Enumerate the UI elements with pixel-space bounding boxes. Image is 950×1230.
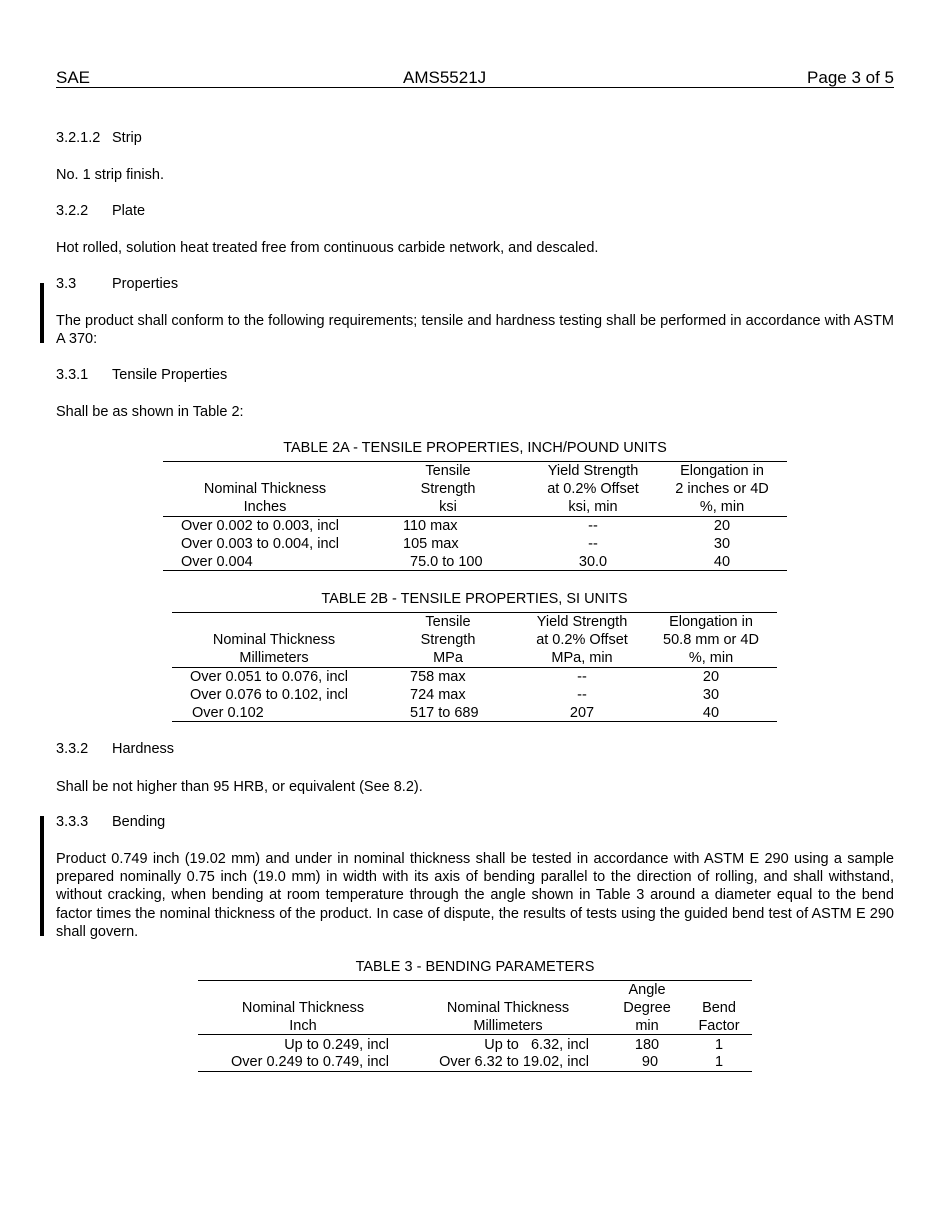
column-header: at 0.2% Offset [547, 481, 639, 497]
column-header: 2 inches or 4D [675, 481, 769, 497]
table-title: TABLE 2B - TENSILE PROPERTIES, SI UNITS [321, 591, 628, 607]
column-header: Yield Strength [547, 463, 639, 479]
column-header: Millimeters [239, 650, 309, 666]
table-rule-bottom [198, 1071, 752, 1072]
table-cell: 517 to 689 [410, 705, 479, 721]
table-cell: 1 [714, 1037, 724, 1053]
para-hardness: Shall be not higher than 95 HRB, or equivalent (See 8.2). [56, 779, 423, 795]
para-strip: No. 1 strip finish. [56, 167, 164, 183]
column-header: Elongation in [669, 614, 753, 630]
table-cell: Over 6.32 to 19.02, incl [439, 1054, 589, 1070]
column-header: Bend [702, 1000, 736, 1016]
column-header: Angle [628, 982, 666, 998]
table-rule-bottom [163, 570, 787, 571]
column-header: Strength [420, 481, 476, 497]
header-page-number: Page 3 of 5 [807, 68, 894, 87]
column-header: ksi [439, 499, 457, 515]
table-cell: -- [577, 687, 587, 703]
table-title: TABLE 3 - BENDING PARAMETERS [355, 959, 595, 975]
heading-3-3-1: 3.3.1 Tensile Properties [56, 367, 228, 383]
column-header: Millimeters [473, 1018, 543, 1034]
table-cell: 40 [713, 554, 731, 570]
table-cell: Over 0.102 [192, 705, 264, 721]
table-cell: 180 [634, 1037, 660, 1053]
heading-3-3-2: 3.3.2 Hardness [56, 741, 175, 757]
table-rule-bottom [172, 721, 777, 722]
table-rule-header [198, 1034, 752, 1035]
table-cell: 758 max [410, 669, 466, 685]
table-cell: 40 [702, 705, 720, 721]
table-cell: Over 0.003 to 0.004, incl [181, 536, 339, 552]
table-cell: 30.0 [578, 554, 608, 570]
column-header: 50.8 mm or 4D [663, 632, 759, 648]
change-bar [40, 816, 44, 936]
table-cell: 110 max [403, 518, 458, 534]
column-header: Yield Strength [536, 614, 628, 630]
column-header: Inches [243, 499, 287, 515]
column-header: MPa [433, 650, 463, 666]
table-cell: 30 [702, 687, 720, 703]
column-header: Nominal Thickness [212, 632, 336, 648]
column-header: Tensile [425, 463, 471, 479]
column-header: MPa, min [551, 650, 613, 666]
column-header: Factor [698, 1018, 740, 1034]
column-header: Nominal Thickness [241, 1000, 365, 1016]
table-cell: -- [577, 669, 587, 685]
table-cell: Up to 6.32, incl [484, 1037, 589, 1053]
heading-3-2-1-2: 3.2.1.2 Strip [56, 130, 142, 146]
table-cell: 207 [569, 705, 595, 721]
column-header: %, min [699, 499, 745, 515]
para-tensile: Shall be as shown in Table 2: [56, 404, 244, 420]
column-header: Nominal Thickness [203, 481, 327, 497]
table-cell: 30 [713, 536, 731, 552]
heading-3-3-3: 3.3.3 Bending [56, 814, 166, 830]
para-properties: The product shall conform to the following requirements; tensile and hardness testing shall be performed in accordance with ASTM A 370: [56, 313, 894, 348]
table-cell: 20 [702, 669, 720, 685]
table-cell: Over 0.004 [181, 554, 253, 570]
table-cell: -- [588, 518, 598, 534]
table-cell: Over 0.249 to 0.749, incl [231, 1054, 389, 1070]
column-header: min [635, 1018, 659, 1034]
column-header: Strength [420, 632, 476, 648]
header-rule [56, 87, 894, 88]
column-header: Elongation in [680, 463, 764, 479]
heading-3-2-2: 3.2.2 Plate [56, 203, 146, 219]
para-plate: Hot rolled, solution heat treated free from continuous carbide network, and descaled. [56, 240, 599, 256]
table-cell: 75.0 to 100 [410, 554, 483, 570]
table-cell: Over 0.051 to 0.076, incl [190, 669, 348, 685]
column-header: %, min [688, 650, 734, 666]
header-left: SAE [56, 68, 91, 87]
table-cell: Up to 0.249, incl [284, 1037, 389, 1053]
column-header: Tensile [425, 614, 471, 630]
table-cell: 105 max [403, 536, 459, 552]
table-cell: 20 [713, 518, 731, 534]
column-header: Nominal Thickness [446, 1000, 570, 1016]
heading-3-3: 3.3 Properties [56, 276, 179, 292]
column-header: Degree [623, 1000, 671, 1016]
column-header: Inch [289, 1018, 317, 1034]
table-title: TABLE 2A - TENSILE PROPERTIES, INCH/POUND UNITS [283, 440, 667, 456]
table-cell: -- [588, 536, 598, 552]
table-cell: 724 max [410, 687, 466, 703]
column-header: at 0.2% Offset [536, 632, 628, 648]
column-header: ksi, min [568, 499, 618, 515]
change-bar [40, 283, 44, 343]
header-center: AMS5521J [403, 68, 487, 87]
table-cell: 1 [714, 1054, 724, 1070]
para-bending: Product 0.749 inch (19.02 mm) and under in nominal thickness shall be tested in accordance with ASTM E 290 using a sample prepared nominally 0.75 inch (19.0 mm) in width with its axis of bending parallel to the direction of rolling, and shall withstand, without cracking, when bending at room temperature through the angle shown in Table 3 around a diameter equal to the bend factor times the nominal thickness of the product. In case of dispute, the results of tests using the guided bend test of ASTM E 290 shall govern. [56, 851, 894, 940]
table-cell: 90 [641, 1054, 659, 1070]
table-cell: Over 0.002 to 0.003, incl [181, 518, 339, 534]
table-cell: Over 0.076 to 0.102, incl [190, 687, 348, 703]
